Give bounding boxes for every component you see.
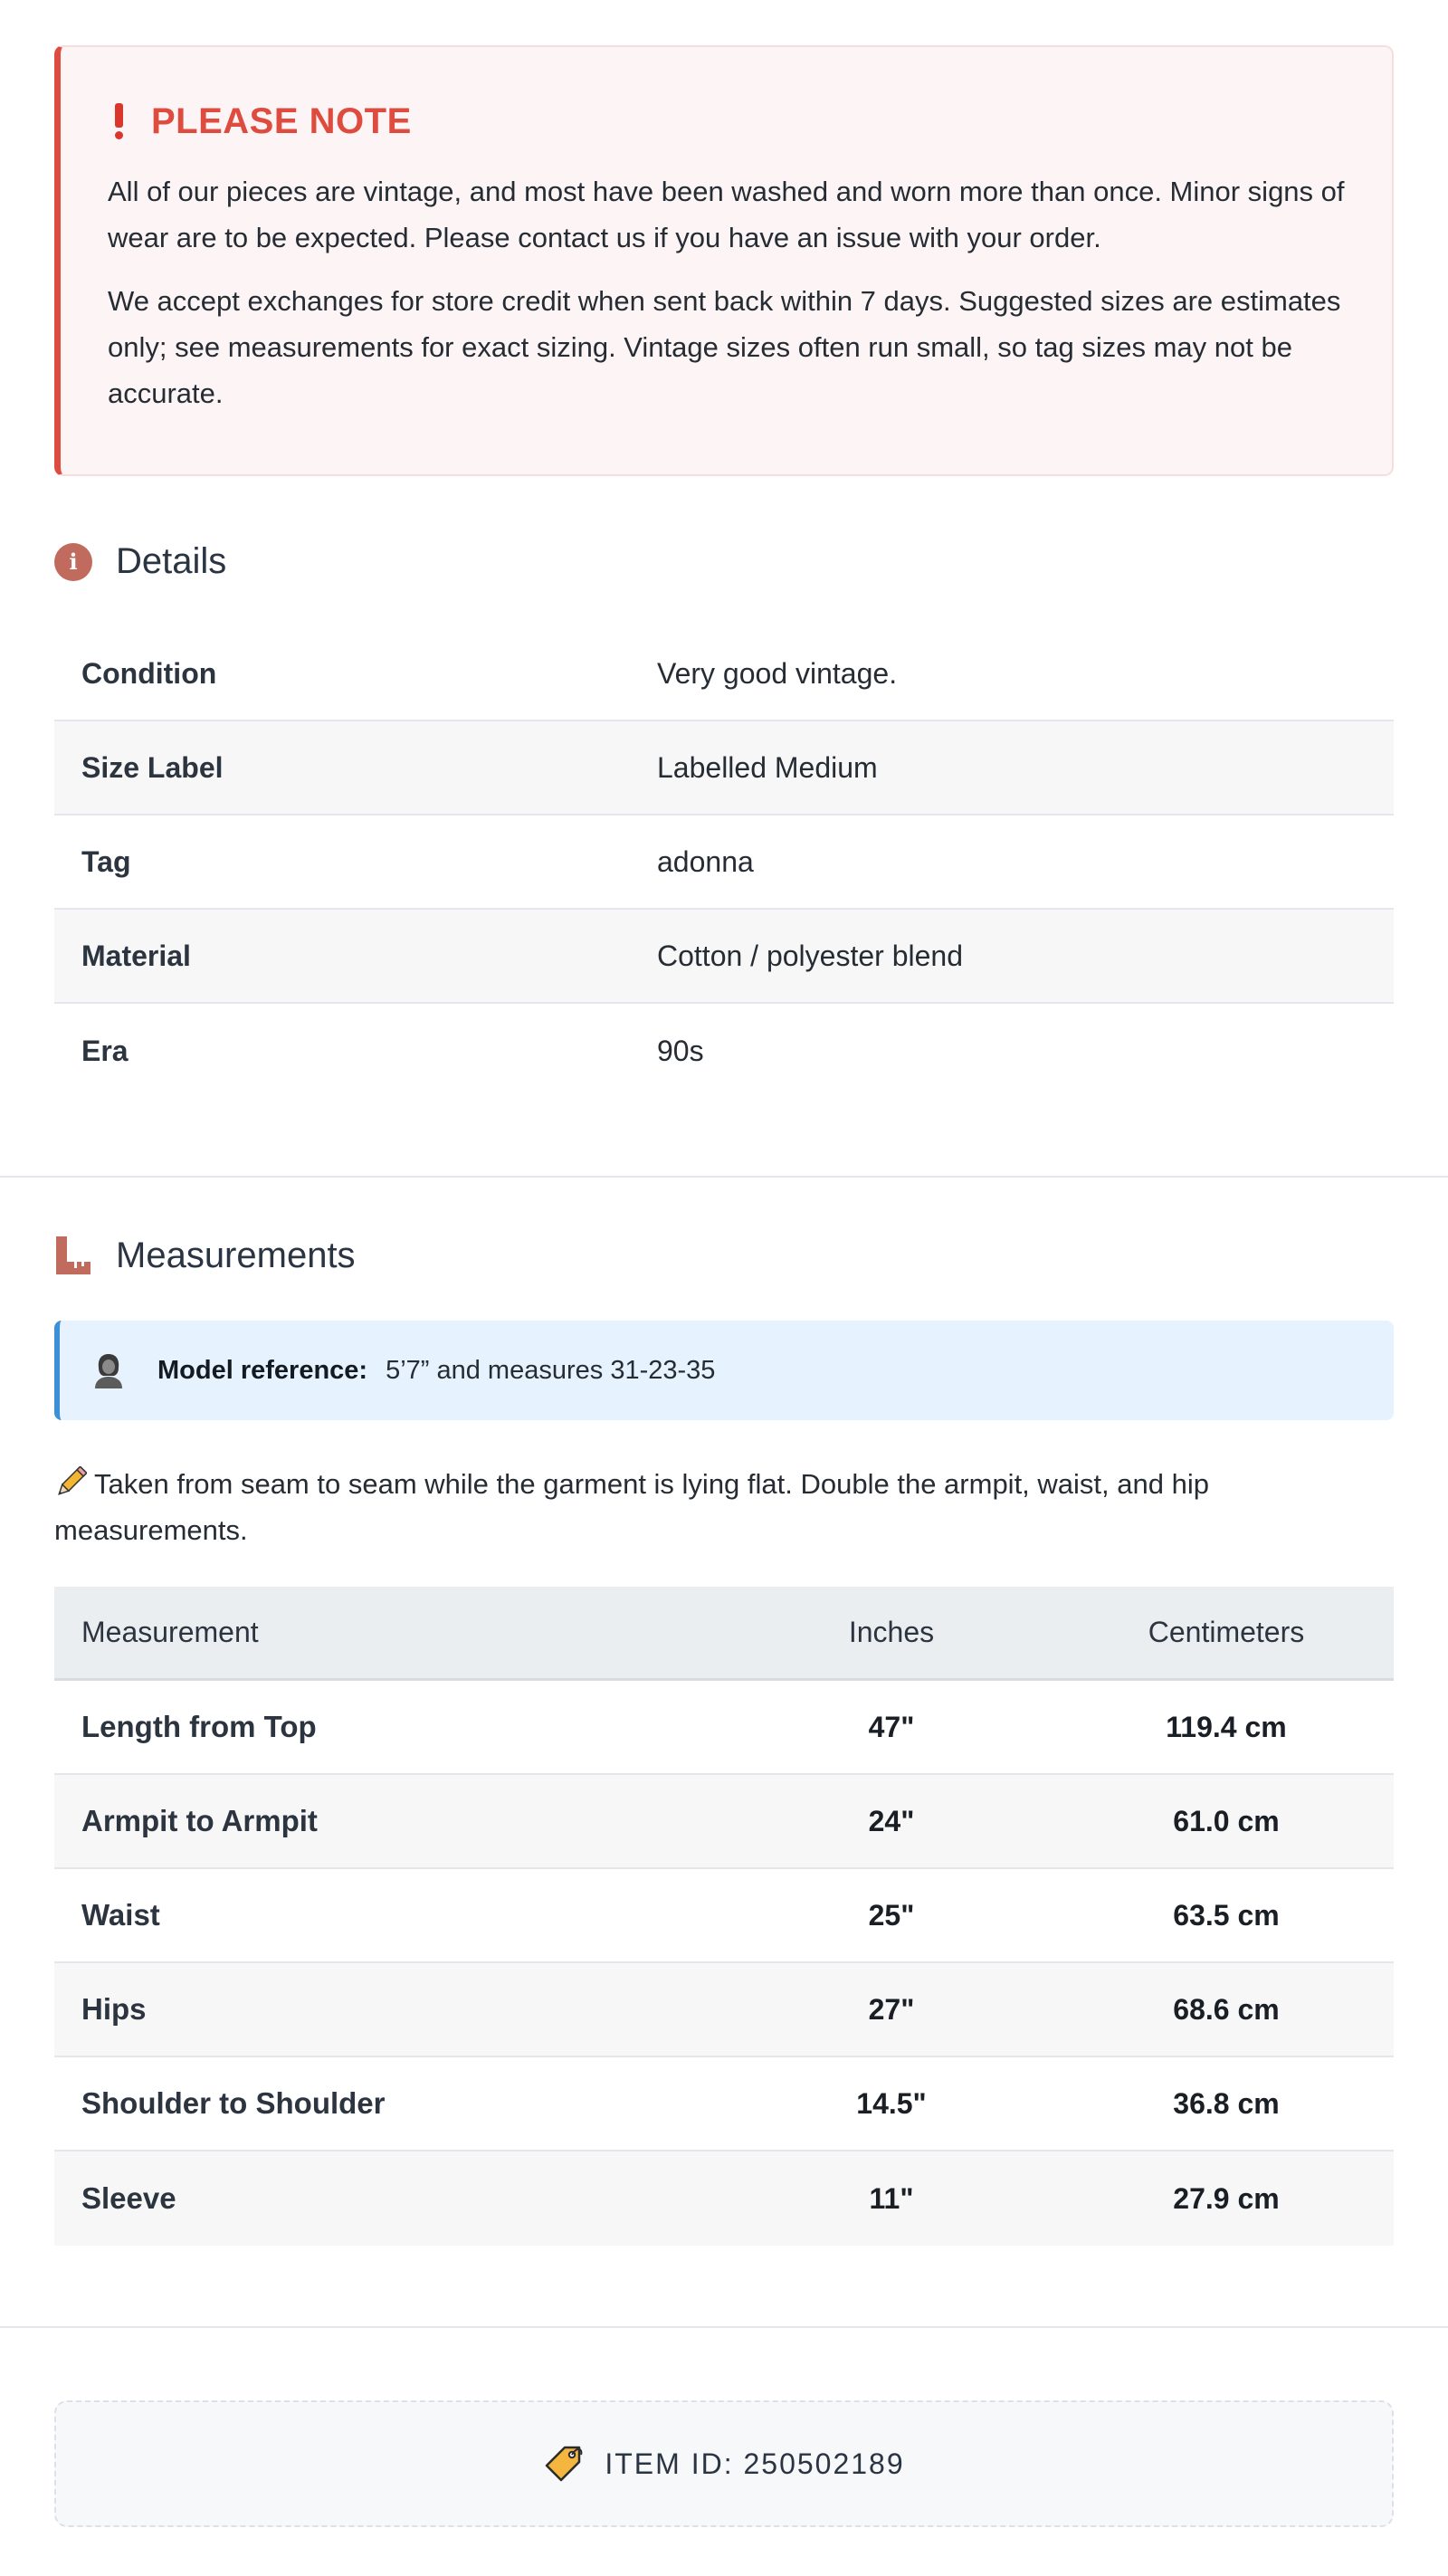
details-heading [54,541,226,582]
measurement-inches: 24" [868,1804,915,1837]
measurement-note [54,1461,1394,1553]
table-row [54,1869,1394,1963]
measurements-heading [54,1235,356,1276]
details-value: Labelled Medium [657,750,878,784]
notice-header [108,101,1345,141]
measurement-name: Shoulder to Shoulder [81,2086,386,2120]
table-header [54,1587,1394,1681]
ruler-icon [54,1235,92,1276]
details-value: Very good vintage. [657,656,898,690]
header-centimeters: Centimeters [1148,1616,1305,1648]
notice-paragraph-2: We accept exchanges for store credit when sent back within 7 days. Suggested sizes are estimates only; see measurements for exact sizing. Vintage sizes often run small, so tag sizes may not be accurate. [108,285,1341,409]
table-row [54,1963,1394,2057]
measurement-name: Sleeve [81,2181,176,2215]
notice-panel [54,45,1394,476]
measurement-name: Waist [81,1898,160,1932]
details-table [54,627,1394,1098]
measurement-name: Hips [81,1992,147,2026]
measurements-title: Measurements [116,1235,356,1275]
details-label: Era [81,1034,129,1067]
model-reference-label: Model reference: [157,1355,368,1385]
table-row [54,2151,1394,2246]
details-label: Condition [81,656,217,690]
measurement-cm: 61.0 cm [1173,1804,1280,1837]
table-row [54,1775,1394,1869]
table-row [54,1681,1394,1775]
details-title: Details [116,541,227,581]
header-measurement: Measurement [81,1616,259,1648]
measurement-cm: 68.6 cm [1173,1992,1280,2026]
notice-title: PLEASE NOTE [151,100,412,141]
measurements-table [54,1587,1394,2246]
exclamation-icon [108,103,129,139]
measurement-name: Length from Top [81,1710,317,1743]
item-id-text: ITEM ID: 250502189 [605,2447,905,2480]
measurement-inches: 11" [869,2181,914,2215]
model-reference-box [54,1321,1394,1420]
item-id-box [54,2400,1394,2527]
person-icon [92,1351,125,1389]
header-inches: Inches [848,1616,935,1648]
details-row [54,721,1394,816]
details-value: 90s [657,1034,704,1067]
details-row [54,1004,1394,1098]
measurement-inches: 47" [868,1710,915,1743]
measurement-name: Armpit to Armpit [81,1804,318,1837]
pencil-icon [54,1466,87,1499]
section-divider [0,1176,1448,1178]
measurement-cm: 63.5 cm [1173,1898,1280,1932]
section-divider [0,2326,1448,2328]
details-row [54,627,1394,721]
details-value: Cotton / polyester blend [657,939,963,972]
details-label: Tag [81,844,131,878]
measurement-note-text: Taken from seam to seam while the garment is lying flat. Double the armpit, waist, and hip measurements. [54,1468,1209,1546]
info-icon: i [54,543,92,581]
measurement-cm: 119.4 cm [1166,1710,1287,1743]
measurement-cm: 27.9 cm [1173,2181,1280,2215]
details-label: Material [81,939,191,972]
measurement-inches: 25" [868,1898,915,1932]
details-value: adonna [657,844,754,878]
notice-paragraph-1: All of our pieces are vintage, and most have been washed and worn more than once. Minor signs of wear are to be expected. Please contact us if you have an issue with your order. [108,176,1345,253]
details-row [54,816,1394,910]
measurement-inches: 14.5" [856,2086,927,2120]
model-reference-value: 5’7” and measures 31-23-35 [386,1355,716,1385]
measurement-inches: 27" [868,1992,915,2026]
table-row [54,2057,1394,2151]
measurement-cm: 36.8 cm [1173,2086,1280,2120]
details-row [54,910,1394,1004]
tag-icon [543,2444,583,2484]
details-label: Size Label [81,750,224,784]
